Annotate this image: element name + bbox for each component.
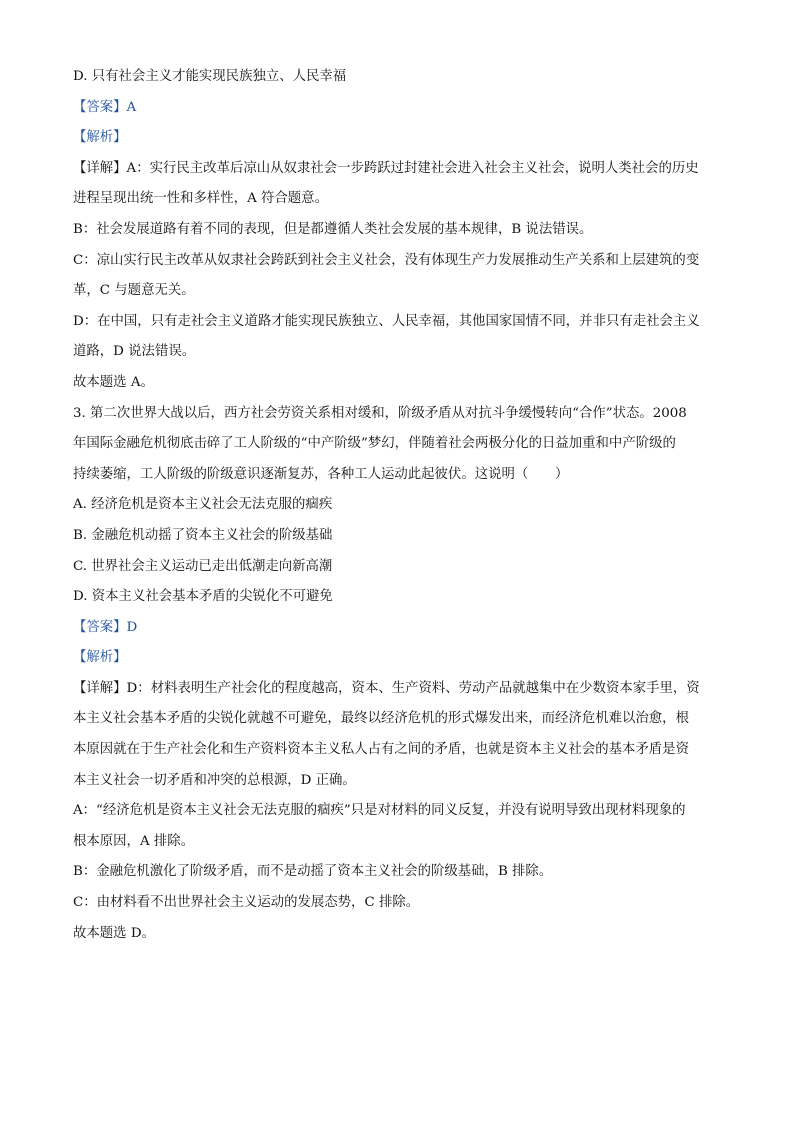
question-3-stem: 年国际金融危机彻底击碎了工人阶级的“中产阶级”梦幻，伴随着社会两极分化的日益加重和中产阶级的	[73, 436, 676, 452]
option-a: A. 经济危机是资本主义社会无法克服的痼疾	[73, 497, 333, 513]
explanation-line: D：在中国，只有走社会主义道路才能实现民族独立、人民幸福，其他国家国情不同，并非只有走社会主义	[73, 313, 700, 329]
explanation-line: A：“经济危机是资本主义社会无法克服的痼疾”只是对材料的同义反复，并没有说明导致出现材料现象的	[73, 803, 686, 819]
explanation-line: 道路，D 说法错误。	[73, 344, 196, 360]
answer-label: 【答案】A	[73, 99, 137, 115]
explanation-line: 根本原因，A 排除。	[73, 833, 195, 849]
question-3-stem: 持续萎缩，工人阶级的阶级意识逐渐复苏，各种工人运动此起彼伏。这说明（ ）	[73, 466, 569, 482]
explanation-line: 【详解】D：材料表明生产社会化的程度越高，资本、生产资料、劳动产品就越集中在少数资本家手里，资	[73, 680, 700, 696]
conclusion-line: 故本题选 D。	[73, 925, 155, 941]
option-d: D. 资本主义社会基本矛盾的尖锐化不可避免	[73, 589, 333, 605]
question-3-stem: 3. 第二次世界大战以后，西方社会劳资关系相对缓和，阶级矛盾从对抗斗争缓慢转向“合作”状态。2008	[73, 405, 687, 421]
explanation-line: 本主义社会基本矛盾的尖锐化就越不可避免，最终以经济危机的形式爆发出来，而经济危机难以治愈，根	[73, 711, 689, 727]
explanation-line: B：金融危机激化了阶级矛盾，而不是动摇了资本主义社会的阶级基础，B 排除。	[73, 864, 553, 880]
option-c: C. 世界社会主义运动已走出低潮走向新高潮	[73, 558, 333, 574]
explanation-line: C：凉山实行民主改革从奴隶社会跨跃到社会主义社会，没有体现生产力发展推动生产关系和上层建筑的变	[73, 252, 700, 268]
explanation-line: 革，C 与题意无关。	[73, 283, 195, 299]
conclusion-line: 故本题选 A。	[73, 374, 154, 390]
explanation-line: 【详解】A：实行民主改革后凉山从奴隶社会一步跨跃过封建社会进入社会主义社会，说明人类社会的历史	[73, 160, 699, 176]
answer-label: 【答案】D	[73, 619, 138, 635]
analysis-label: 【解析】	[73, 130, 127, 146]
option-d: D. 只有社会主义才能实现民族独立、人民幸福	[73, 69, 347, 84]
explanation-line: 本主义社会一切矛盾和冲突的总根源，D 正确。	[73, 772, 356, 788]
explanation-line: C：由材料看不出世界社会主义运动的发展态势，C 排除。	[73, 895, 420, 911]
analysis-label: 【解析】	[73, 650, 127, 666]
explanation-line: B：社会发展道路有着不同的表现，但是都遵循人类社会发展的基本规律，B 说法错误。	[73, 221, 593, 237]
option-b: B. 金融危机动摇了资本主义社会的阶级基础	[73, 527, 333, 543]
explanation-line: 本原因就在于生产社会化和生产资料资本主义私人占有之间的矛盾，也就是资本主义社会的基本矛盾是资	[73, 742, 689, 758]
explanation-line: 进程呈现出统一性和多样性，A 符合题意。	[73, 191, 328, 207]
